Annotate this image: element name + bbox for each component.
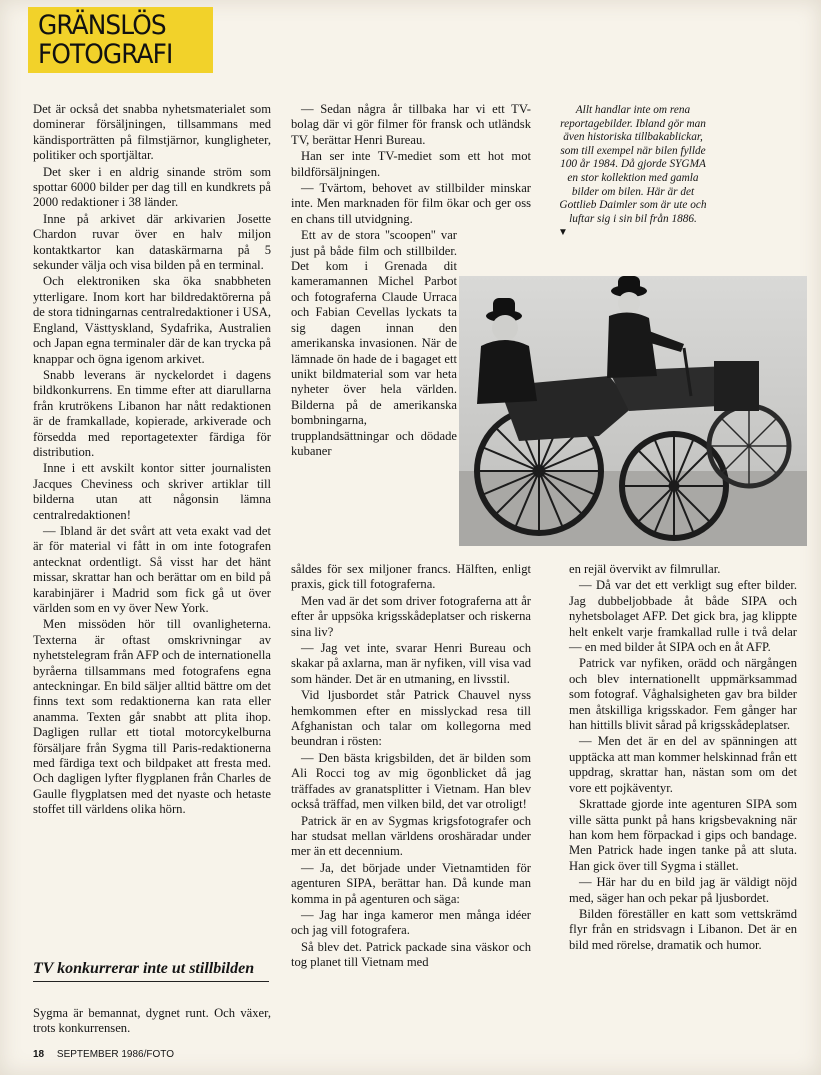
section-subheading: TV konkurrerar inte ut stillbilden: [33, 960, 269, 982]
photo-caption: [558, 104, 708, 240]
paragraph: — Jag har inga kameror men många idéer och jag vill fotografera.: [291, 907, 531, 938]
badge-line-1: GRÄNSLÖS: [38, 10, 166, 41]
badge-line-2: FOTOGRAFI: [38, 39, 173, 70]
paragraph: Vid ljusbordet står Patrick Chauvel nyss hemkommen efter en misslyckad resa till Afghanistan och talar om kollegorna med beundran i rösten:: [291, 688, 531, 749]
paragraph: Skrattade gjorde inte agenturen SIPA som ville sätta punkt på hans krigsbevakning när han kom hem förpackad i gips och bandage. Men Patrick hade ingen tanke på att sluta. Han gick över till Sygma i stället.: [569, 797, 797, 873]
paragraph: Det sker i en aldrig sinande ström som spottar 6000 bilder per dag till en kundkrets på 2000 redaktioner i 38 länder.: [33, 164, 271, 210]
page-footer: [33, 1049, 174, 1060]
paragraph: Och elektroniken ska öka snabbheten ytterligare. Inom kort har bildredaktörerna på de stora tidningarnas centralredaktioner i USA, England, Västtyskland, Sydafrika, Australien och Japan egna terminaler där de kan trycka på knappar och ögna igenom arkivet.: [33, 274, 271, 366]
page-number: 18: [33, 1049, 45, 1060]
paragraph: såldes för sex miljoner francs. Hälften, enligt praxis, gick till fotograferna.: [291, 562, 531, 592]
paragraph-wrapped-around-photo: Ett av de stora ''scoopen'' var just på både film och stillbilder. Det kom i Grenada dit kameramannen Michel Parbot och fotograferna Claude Urraca och Fabian Cevellas lyckats ta sig dagen innan den amerikanska invasionen. När de lämnade ön hade de i bagaget ett unikt bildmaterial som var heta nyheter över hela världen. Bilderna på de amerikanska bombningarna, trupplandsättningar och dödade kubaner: [291, 228, 457, 458]
paragraph: — Då var det ett verkligt sug efter bilder. Jag dubbeljobbade åt både SIPA och nyhetsbolaget AFP. Det gick bra, jag klippte helt enkelt varje framkallad rulle i två delar — en med bilder åt SIPA och en åt AFP.: [569, 578, 797, 655]
article-column-2-continued: [291, 562, 531, 972]
paragraph: Inne i ett avskilt kontor sitter journalisten Jacques Cheviness och skriver artiklar till bilderna utan att någonsin lämna centralredaktionen!: [33, 461, 271, 522]
paragraph: Patrick var nyfiken, orädd och närgången och blev internationellt uppmärksammad som fotograf. Våghalsigheten gav bra bilder men åtskilliga krigsskador. Fem gånger har han hittills blivit sårad på krigsskådeplatser.: [569, 656, 797, 733]
paragraph: — Jag vet inte, svarar Henri Bureau och skakar på axlarna, man är nyfiken, vill visa vad som händer. Det är en utmaning, en livsstil.: [291, 641, 531, 686]
caption-arrow-icon: ▼: [558, 227, 568, 239]
paragraph: — Den bästa krigsbilden, det är bilden som Ali Rocci tog av mig ögonblicket då jag träffades av granatsplitter i Vietnam. Han blev också träffad, men vilken bild, det var otroligt!: [291, 750, 531, 812]
article-column-3: [569, 562, 797, 954]
paragraph: en rejäl övervikt av filmrullar.: [569, 562, 721, 576]
paragraph: — Tvärtom, behovet av stillbilder minskar inte. Men marknaden för film ökar och ger oss en chans till utvidgning.: [291, 181, 531, 226]
paragraph: — Men det är en del av spänningen att upptäcka att man kommer helskinnad från ett uppdrag, skrattar han, nästan som om det vore ett pojkäventyr.: [569, 734, 798, 795]
paragraph: Snabb leverans är nyckelordet i dagens bildkonkurrens. En timme efter att diarullarna från krutrökens Libanon har nått redaktionen är de framkallade, kopierade, arkiverade och försedda med reportagetexter färdiga för distribution.: [33, 367, 271, 459]
paragraph: Men vad är det som driver fotograferna att år efter år uppsöka krigsskådeplatser och riskerna sina liv?: [291, 593, 531, 639]
paragraph: Patrick är en av Sygmas krigsfotografer och har studsat mellan världens oroshäradar under mer än ett decennium.: [291, 813, 531, 859]
paragraph: — Ja, det började under Vietnamtiden för agenturen SIPA, berättar han. Då kunde man komma in på agenturen och säga:: [291, 860, 531, 906]
paragraph: Sygma är bemannat, dygnet runt. Och växer, trots konkurrensen.: [33, 1006, 271, 1036]
section-badge: [28, 7, 213, 73]
caption-text: Allt handlar inte om rena reportagebilder. Ibland gör man även historiska tillbakablickar, som till exempel när bilen fyllde 100 år 1984. Då gjorde SYGMA en stor kollektion med gamla bilder om bilen. Här är det Gottlieb Daimler som är ute och luftar sig i sin bil från 1886.: [559, 104, 707, 225]
paragraph: Så blev det. Patrick packade sina väskor och tog planet till Vietnam med: [291, 939, 531, 970]
paragraph: Bilden föreställer en katt som vettskrämd flyr från en stridsvagn i Libanon. Det är en bild med rörelse, dramatik och humor.: [569, 906, 797, 952]
article-column-1-after-subhead: [33, 1006, 271, 1038]
issue-label: SEPTEMBER 1986/FOTO: [56, 1049, 174, 1060]
paragraph: Han ser inte TV-mediet som ett hot mot bildförsäljningen.: [291, 149, 531, 179]
paragraph: Inne på arkivet där arkivarien Josette Chardon ruvar över en halv miljon kontaktkartor kan dataskärmarna på 5 sekunder välja och visa bilden på en terminal.: [33, 211, 271, 273]
paragraph: — Här har du en bild jag är väldigt nöjd med, säger han och pekar på ljusbordet.: [569, 875, 797, 905]
article-column-1: [33, 102, 271, 819]
historic-automobile-photo: [459, 276, 807, 546]
paragraph: — Sedan några år tillbaka har vi ett TV-bolag där vi gör filmer för fransk och utländsk TV, berättar Henri Bureau.: [291, 102, 531, 147]
paragraph: — Ibland är det svårt att veta exakt vad det är för material vi fått in om inte fotografen antecknat ordentligt. Så visst har det hänt missar, skrattar han och berättar om en bild på karabinjärer i Madrid som fick gå ut över världen som en vy över New York.: [33, 523, 271, 615]
paragraph: Det är också det snabba nyhetsmaterialet som dominerar försäljningen, tillsammans med kändisporträtten på filmstjärnor, kungligheter, politiker och sportjältar.: [33, 102, 271, 163]
paragraph: Men missöden hör till ovanligheterna. Texterna är oftast omskrivningar av nyhetstelegram från AFP och de internationella byråerna tillsammans med fotografens egna anteckningar. En bild säljer alltid bättre om det finns text som redaktionerna kan rata eller anamma. Texten går snabbt att plita ihop. Dagligen rullar ett tiotal motorcykelburna försäljare från Sygma till Paris-redaktionerna med färdiga text och bildpaket att fresta med. Och dagligen lyfter flygplanen från Charles de Gaulle flygplatsen med det nyaste och hetaste stoffet till världens olika hörn.: [33, 617, 271, 817]
